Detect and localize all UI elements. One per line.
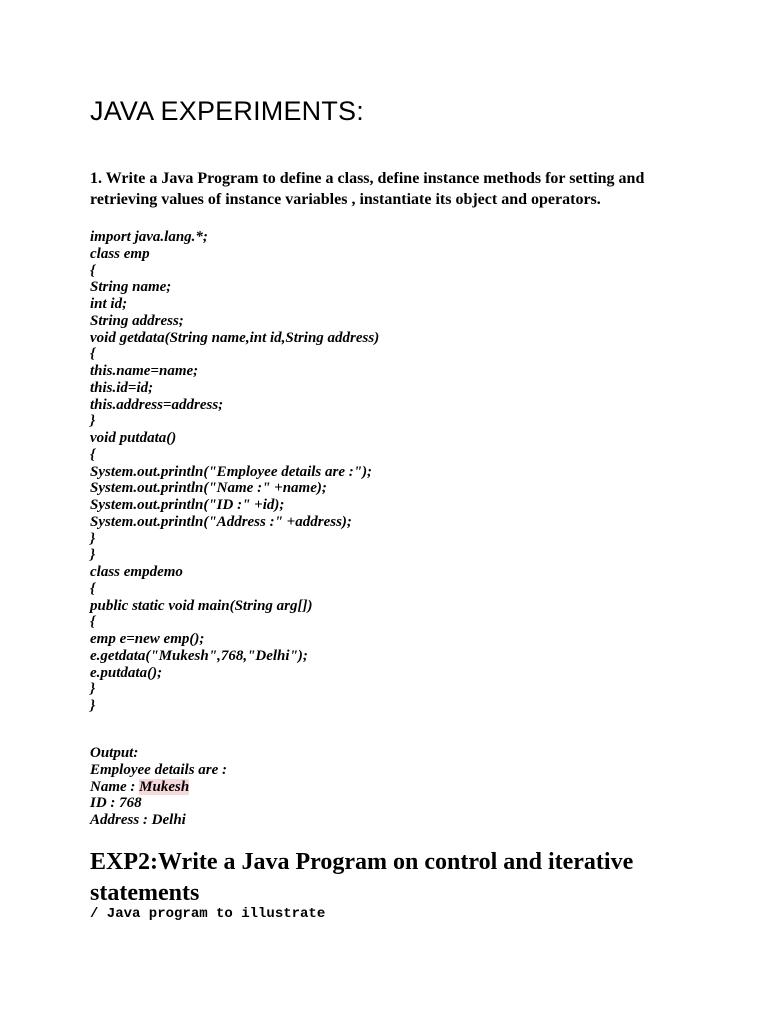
code-line: e.getdata("Mukesh",768,"Delhi"); (90, 647, 308, 664)
exp2-code-comment: / Java program to illustrate (90, 906, 326, 922)
code-line: this.address=address; (90, 396, 224, 413)
code-line: void putdata() (90, 430, 177, 446)
code-line: class empdemo (90, 564, 183, 580)
code-line: public static void main(String arg[]) (90, 597, 313, 614)
code-line: String name; (90, 279, 172, 296)
output-line-address: Address : Delhi (90, 812, 186, 828)
code-line: System.out.println("Name :" +name); (90, 480, 327, 497)
code-line: class emp (90, 245, 150, 262)
code-line: emp e=new emp(); (90, 631, 205, 647)
code-line: } (90, 698, 96, 714)
output-line-id: ID : 768 (90, 795, 142, 812)
code-line: { (90, 580, 96, 597)
output-label: Output: (90, 745, 139, 761)
code-line: { (90, 614, 96, 631)
output-name-prefix: Name : (90, 778, 140, 795)
output-name-value-highlight: Mukesh (139, 778, 190, 795)
code-line: System.out.println("Address :" +address); (90, 513, 352, 530)
code-line: import java.lang.*; (90, 229, 208, 245)
output-line-employee-details: Employee details are : (90, 761, 228, 778)
code-line: { (90, 262, 96, 279)
code-line: e.putdata(); (90, 664, 163, 681)
code-line: } (90, 530, 96, 547)
code-line: } (90, 681, 96, 698)
exp1-question: 1. Write a Java Program to define a class, define instance methods for setting and retrieving values of instance variables , instantiate its object and operators. (90, 170, 645, 208)
code-line: String address; (90, 312, 184, 329)
document-title: JAVA EXPERIMENTS: (90, 96, 364, 126)
code-line: void getdata(String name,int id,String address) (90, 329, 380, 346)
exp2-heading: EXP2:Write a Java Program on control and iterative statements (90, 849, 634, 906)
exp1-code-block (90, 229, 379, 715)
code-line: { (90, 446, 96, 463)
output-block (90, 745, 227, 829)
code-line: this.name=name; (90, 363, 199, 379)
code-line: System.out.println("ID :" +id); (90, 497, 285, 513)
code-line: this.id=id; (90, 379, 154, 396)
code-line: } (90, 547, 96, 564)
code-line: { (90, 346, 96, 363)
code-line: } (90, 413, 96, 430)
code-line: System.out.println("Employee details are :"); (90, 463, 373, 480)
output-line-name (90, 779, 227, 796)
code-line: int id; (90, 296, 128, 312)
